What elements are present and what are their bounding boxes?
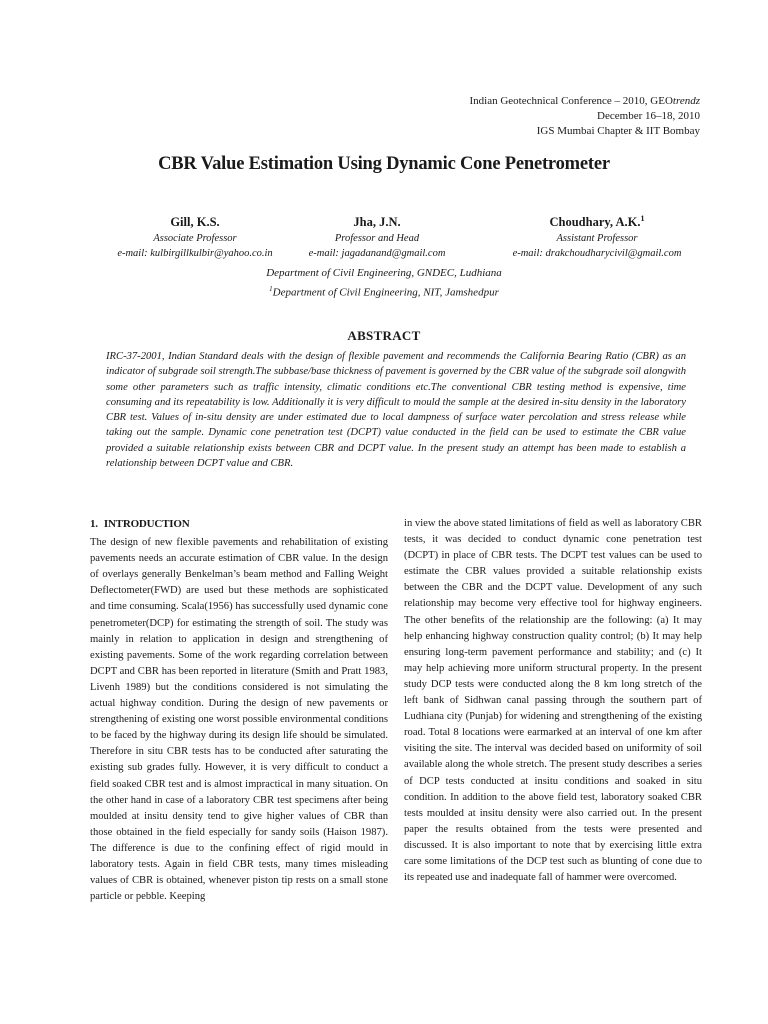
abstract-heading: ABSTRACT [347,328,421,343]
author-email: e-mail: drakchoudharycivil@gmail.com [512,248,682,260]
left-column [90,516,388,905]
right-column [404,516,702,886]
author-2 [277,210,477,261]
conference-dates: December 16–18, 2010 [597,110,700,122]
author-email: e-mail: kulbirgillkulbir@yahoo.co.in [117,248,273,260]
conference-line-1: Indian Geotechnical Conference – 2010, GEOtrendz [469,95,700,107]
affiliation-2: $^1$Department of Civil Engineering, NIT, Jamshedpur [269,285,499,299]
abstract-text: IRC-37-2001, Indian Standard deals with the design of flexible pavement and recommends the California Bearing Ratio (CBR) as an indicator of subgrade soil strength.The subbase/base thickness of pavement is governed by the CBR value of the subgrade soil alongwith some other parameters such as traffic intensity, climatic conditions etc.The conventional CBR testing method is expensive, time consuming and its repeatability is low. Additionally it is very difficult to mould the sample at the desired in-situ density in the laboratory CBR test. Values of in-situ density are under estimated due to local dampness of surface water percolation and stress release while taking out the sample. Dynamic cone penetration test (DCPT) value conducted in the field can be used to estimate the CBR value provided a suitable relationship exists between CBR and DCPT value. In the present study an attempt has been made to establish a relationship between DCPT value and CBR. [106,351,686,470]
author-3 [497,210,697,261]
author-name: Choudhary, A.K.$^1$ [549,214,645,230]
paper-title: CBR Value Estimation Using Dynamic Cone Penetrometer [158,154,610,174]
affiliation-1: Department of Civil Engineering, GNDEC, Ludhiana [266,267,502,279]
author-1 [95,210,295,261]
affiliations [0,265,768,301]
author-email: e-mail: jagadanand@gmail.com [308,248,446,260]
introduction-text-left: The design of new flexible pavements and rehabilitation of existing pavements needs an accurate estimation of CBR value. In the design of overlays generally Benkelman’s beam method and Falling Weight Deflectometer(FWD) are used but these methods are sophisticated and time consuming. Scala(1956) has successfully used dynamic cone penetrometer(DCP) for estimating the strength of soil. The study was mainly in relation to application in design and strengthening of existing pavements. Some of the work regarding correlation between DCPT and CBR has been reported in literature (Smith and Pratt 1983, Livenh 1989) but the conditions considered is not simulating the actual highway condition. During the design of new pavements or strengthening of existing one worst possible environmental conditions to be faced by the highway during its design life should be simulated. Therefore in situ CBR tests has to be conducted after saturating the existing sub grades fully. However, it is very difficult to conduct a field soaked CBR test and is almost impractical in many situation. On the other hand in case of a laboratory CBR test specimens after being moulded at insitu density tend to give higher values of CBR than those obtained in the field especially for sandy soils (Haison 1987). The difference is due to the confining effect of rigid mould in laboratory tests. Again in field CBR tests, many times misleading values of CBR is obtained, whenever piston tip rests on a small stone particle or pebble. Keeping [90,537,388,903]
conference-organizer: IGS Mumbai Chapter & IIT Bombay [536,125,700,137]
author-role: Professor and Head [334,233,420,245]
author-role: Associate Professor [153,233,237,245]
author-role: Assistant Professor [556,233,638,245]
author-name: Jha, J.N. [353,215,401,230]
introduction-text-right: in view the above stated limitations of field as well as laboratory CBR tests, it was decided to conduct dynamic cone penetration test (DCPT) in place of CBR tests. The DCPT test values can be used to estimate the CBR values provided a suitable relationship exists between the CBR and the DCPT value. Development of any such relationship may become very effective tool for highway engineers. The other benefits of the relationship are the following: (a) It may help enhancing highway construction quality control; (b) It may help ensuring long-term pavement performance and stability; and (c) It may help achieving more uniform structural property. In the present study DCP tests were conducted along the 8 km long stretch of the left bank of Sidhwan canal passing through the southern part of Ludhiana city (Punjab) for widening and strengthening of the existing road. Total 8 locations were earmarked at an interval of one km after visiting the site. The interval was decided based on uniformity of soil available along the whole stretch. The present study describes a series of DCP tests conducted at insitu conditions and soaked in situ condition. In addition to the above field test, laboratory soaked CBR tests moulded at insitu density were also carried out. In the present paper the results obtained from the tests were presented and discussed. It is also important to note that by exercising little extra care some limitations of the DCP test such as blunting of cone due to its repeated use and inadequate fall of hammer were overcomed. [404,518,702,884]
section-heading-introduction: 1. INTRODUCTION [90,518,190,530]
conference-header [469,94,700,139]
author-name: Gill, K.S. [170,215,220,230]
